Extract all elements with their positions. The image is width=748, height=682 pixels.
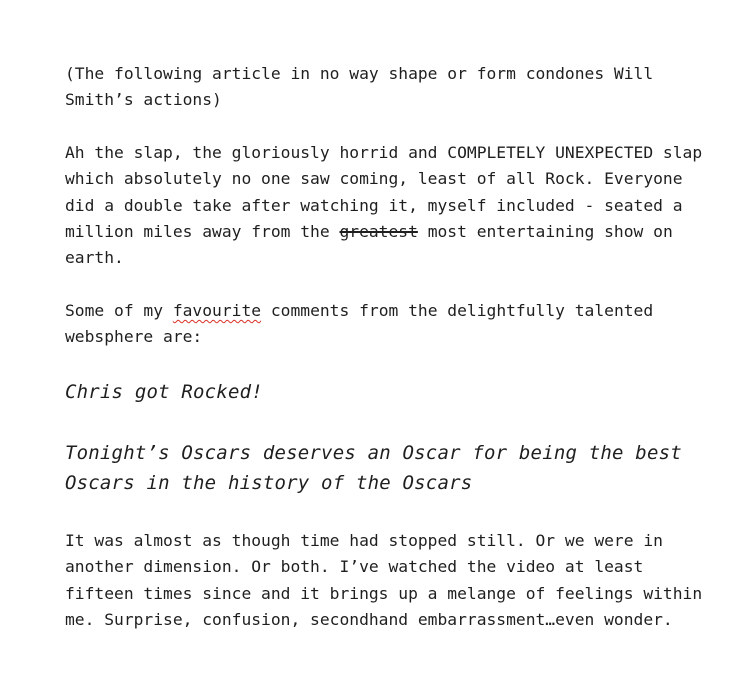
slap-text-after: most entertaining show on earth. [65, 221, 673, 268]
time-stopped-paragraph: It was almost as though time had stopped still. Or we were in another dimension. Or both. I’ve watched the video at least fifteen times since and it brings up a melange of feelings within me. Surprise, confusion, secondhand embarrassment…even wonder. [65, 531, 703, 629]
struck-word: greatest [339, 221, 418, 241]
slap-text-before: Ah the slap, the gloriously horrid and COMPLETELY UNEXPECTED slap which absolutely no one saw coming, least of all Rock. Everyone did a double take after watching it, myself included - seated a million miles away from the [65, 143, 703, 241]
slap-paragraph [65, 140, 705, 271]
spellcheck-flagged-word[interactable]: favourite [172, 301, 262, 320]
comments-text-after: comments from the delightfully talented websphere are: [65, 301, 654, 347]
quote-oscars: Tonight’s Oscars deserves an Oscar for being the best Oscars in the history of the Oscars [65, 442, 682, 494]
comments-text-before: Some of my [65, 301, 173, 320]
quote-chris-got-rocked: Chris got Rocked! [65, 381, 263, 403]
comments-intro-paragraph [65, 298, 705, 351]
disclaimer-paragraph: (The following article in no way shape or form condones Will Smith’s actions) [65, 64, 654, 110]
